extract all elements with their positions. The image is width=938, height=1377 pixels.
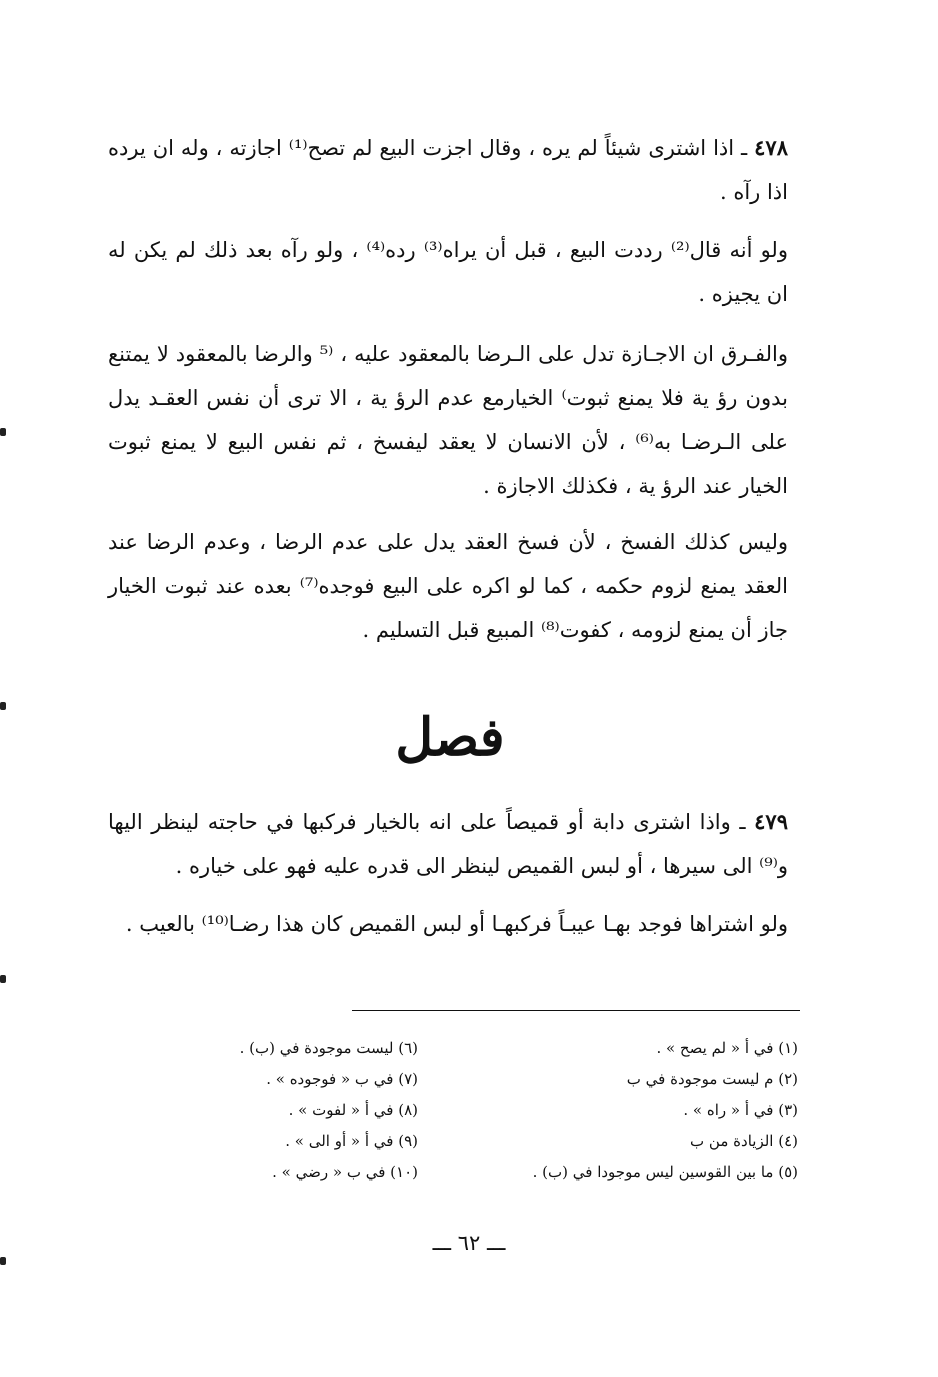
paragraph-text: ولو أنه قال⁽²⁾ رددت البيع ، قبل أن يراه⁽³⁾ رده⁽⁴⁾ ، ولو رآه بعد ذلك لم يكن له ان يجيزه . [108, 238, 788, 306]
paragraph-478 [108, 126, 788, 214]
footnote: (٢) م ليست موجودة في ب [626, 1070, 798, 1088]
paragraph-479 [108, 800, 788, 888]
paragraph [108, 228, 788, 316]
paragraph-text: ـ اذا اشترى شيئاً لم يره ، وقال اجزت البيع لم تصح⁽¹⁾ اجازته ، وله ان يرده اذا رآه . [108, 136, 788, 204]
paragraph-text: وليس كذلك الفسخ ، لأن فسخ العقد يدل على عدم الرضا ، وعدم الرضا عند العقد يمنع لزوم حكمه ، كما لو اكره على البيع فوجده⁽⁷⁾ بعده عند ثبوت الخيار جاز أن يمنع لزومه ، كفوت⁽⁸⁾ المبيع قبل التسليم . [108, 530, 788, 642]
paragraph [108, 520, 788, 652]
footnote: (٣) في أ « راه » . [683, 1101, 798, 1119]
scan-edge-mark [0, 702, 6, 710]
footnote: (٤) الزيادة من ب [690, 1132, 798, 1150]
footnote: (١) في أ « لم يصح » . [656, 1039, 798, 1057]
paragraph-text: والفـرق ان الاجـازة تدل على الـرضا بالمعقود عليه ، ⁽⁵ والرضا بالمعقود لا يمتنع بدون رؤ ية فلا يمنع ثبوت⁾ الخيارمع عدم الرؤ ية ، الا ترى أن نفس العقـد يدل على الـرضـا به⁽⁶⁾ ، لأن الانسان لا يعقد ليفسخ ، ثم نفس البيع لا يمنع ثبوت الخيار عند الرؤ ية ، فكذلك الاجازة . [108, 342, 788, 498]
paragraph-text: ـ واذا اشترى دابة أو قميصاً على انه بالخيار فركبها في حاجته لينظر اليها و⁽⁹⁾ الى سيرها ، أو لبس القميص لينظر الى قدره عليه فهو على خياره . [108, 810, 788, 878]
footnotes-column-left [118, 1033, 418, 1188]
scan-edge-mark [0, 428, 6, 436]
scan-edge-mark [0, 975, 6, 983]
paragraph [108, 332, 788, 508]
scan-edge-mark [0, 1257, 6, 1265]
paragraph-text: ولو اشتراها فوجد بهـا عيبـاً فركبهـا أو لبس القميص كان هذا رضـا⁽¹⁰⁾ بالعيب . [125, 912, 788, 936]
footnote: (٨) في أ « لفوت » . [288, 1101, 418, 1119]
section-heading: فصل [395, 707, 505, 768]
footnote: (٥) ما بين القوسين ليس موجودا في (ب) . [532, 1163, 798, 1181]
footnotes-column-right [478, 1033, 798, 1188]
item-number: ٤٧٩ [754, 809, 788, 834]
item-number: ٤٧٨ [754, 135, 788, 160]
paragraph [108, 902, 788, 946]
footnote: (٧) في ب « فوجوده » . [266, 1070, 418, 1088]
page-number: ـــ ٦٢ ـــ [432, 1231, 506, 1255]
footnote: (٦) ليست موجودة في (ب) . [239, 1039, 418, 1057]
footnote: (١٠) في ب « رضي » . [272, 1163, 418, 1181]
footnote-divider [352, 1010, 800, 1011]
footnote: (٩) في أ « أو الى » . [285, 1132, 418, 1150]
